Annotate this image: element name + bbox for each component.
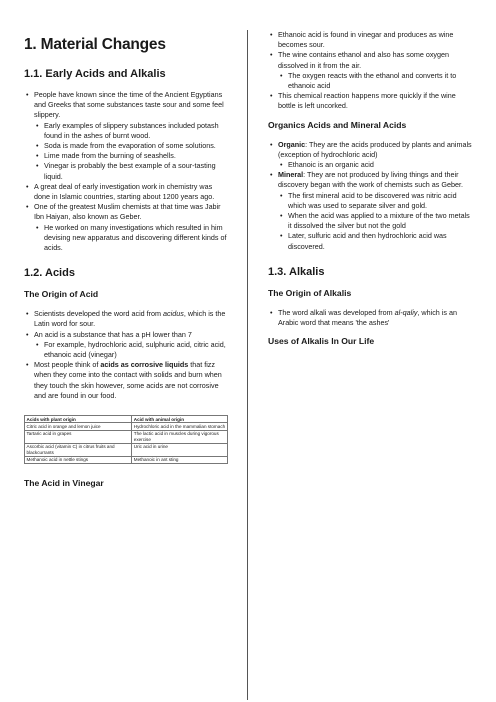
sub-list <box>34 121 230 182</box>
list-item: • The first mineral acid to be discovered was nitric acid which was used to separate silver and gold. <box>288 191 474 211</box>
sub-list <box>278 71 474 91</box>
table-row <box>25 423 228 430</box>
organics-list <box>268 140 474 252</box>
right-column <box>268 30 474 356</box>
heading-organic-mineral-acids: Organics Acids and Mineral Acids <box>268 119 407 130</box>
table-cell: Uric acid in urine <box>132 443 228 456</box>
subsection-alkalis: 1.3. Alkalis <box>268 265 325 278</box>
list-item: • Scientists developed the word acid from acidus, which is the Latin word for sour. <box>34 309 230 329</box>
list-item: • The oxygen reacts with the ethanol and converts it to ethanoic acid <box>288 71 474 91</box>
subsection-acids: 1.2. Acids <box>24 267 75 280</box>
table-header-row <box>25 416 228 423</box>
table-row <box>25 443 228 456</box>
heading-origin-of-acid: The Origin of Acid <box>24 289 99 300</box>
list-item: • Soda is made from the evaporation of some solutions. <box>44 141 230 151</box>
table-header: Acid with animal origin <box>132 416 228 423</box>
list-item: • Early examples of slippery substances included potash found in the ashes of burnt wood. <box>44 121 230 141</box>
list-item: • For example, hydrochloric acid, sulphuric acid, citric acid, ethanoic acid (vinegar) <box>44 340 230 360</box>
vinegar-list <box>268 30 474 112</box>
list-item: • Organic: They are the acids produced by plants and animals (exception of hydrochloric acid) • Ethanoic is an organic acid <box>278 140 474 171</box>
list-item: • Mineral: They are not produced by living things and their discovery began with the work of chemists such as Geber. • The first mineral acid to be discovered was nitric acid which was used to separate silver and gold. • When the acid was applied to a mixture of the two metals it dissolved the silver but not the gold • Later, sulfuric acid and then hydrochloric acid was discovered. <box>278 170 474 252</box>
list-item: • Lime made from the burning of seashells. <box>44 151 230 161</box>
list-item: • When the acid was applied to a mixture of the two metals it dissolved the silver but not the gold <box>288 211 474 231</box>
alkalis-list <box>268 308 474 328</box>
table-cell: Tartaric acid in grapes <box>25 430 132 443</box>
list-item: • He worked on many investigations which resulted in him devising new apparatus and discovering different kinds of acids. <box>44 223 230 254</box>
section-title: 1. Material Changes <box>24 36 166 53</box>
sub-list <box>278 160 474 170</box>
heading-acid-in-vinegar: The Acid in Vinegar <box>24 477 104 488</box>
table-cell: The lactic acid in muscles during vigorous exercise <box>132 430 228 443</box>
heading-uses-of-alkalis: Uses of Alkalis In Our Life <box>268 336 375 347</box>
left-column <box>24 36 230 498</box>
table-cell: Methanoic in ant sting <box>132 456 228 463</box>
list-item: • The wine contains ethanol and also has some oxygen dissolved in it from the air. • The oxygen reacts with the ethanol and converts it to ethanoic acid <box>278 50 474 91</box>
sub-list <box>34 223 230 254</box>
sub-list <box>34 340 230 360</box>
table-cell: Ascorbic acid (vitamin C) in citrus fruits and blackcurrants <box>25 443 132 456</box>
sub-list <box>278 191 474 252</box>
table-header: Acids with plant origin <box>25 416 132 423</box>
table-cell: Citric acid in orange and lemon juice <box>25 423 132 430</box>
latin-term: acidus <box>163 309 184 319</box>
arabic-term: al-qaliy <box>394 307 418 317</box>
subsection-early-acids: 1.1. Early Acids and Alkalis <box>24 68 166 80</box>
list-item: • Ethanoic is an organic acid <box>288 160 474 170</box>
table-row <box>25 456 228 463</box>
list-item: • Most people think of acids as corrosive liquids that fizz when they come into the contact with solids and burn when they touch the skin however, some acids are not corrosive and are found in our food. <box>34 360 230 401</box>
acids-list <box>24 309 230 401</box>
heading-origin-of-alkalis: The Origin of Alkalis <box>268 287 352 298</box>
list-item: • One of the greatest Muslim chemists at that time was Jabir Ibn Haiyan, also known as Geber. • He worked on many investigations which resulted in him devising new apparatus and discovering different kinds of acids. <box>34 202 230 253</box>
emphasis-text: acids as corrosive liquids <box>100 360 189 370</box>
list-item: • Ethanoic acid is found in vinegar and produces as wine becomes sour. <box>278 30 474 50</box>
list-item: • People have known since the time of the Ancient Egyptians and Greeks that some substances taste sour and some feel slippery. • Early examples of slippery substances included potash found in the ashes of burnt wood. • Soda is made from the evaporation of some solutions. • Lime made from the burning of seashells. • Vinegar is probably the best example of a sour-tasting liquid. <box>34 90 230 182</box>
column-divider <box>247 30 248 700</box>
list-item: • Later, sulfuric acid and then hydrochloric acid was discovered. <box>288 231 474 251</box>
list-item: • This chemical reaction happens more quickly if the wine bottle is left uncorked. <box>278 91 474 111</box>
list-item: • An acid is a substance that has a pH lower than 7 • For example, hydrochloric acid, sulphuric acid, citric acid, ethanoic acid (vinegar) <box>34 330 230 361</box>
early-acids-list <box>24 90 230 253</box>
table-row <box>25 430 228 443</box>
table-cell: Methanoic acid in nettle stings <box>25 456 132 463</box>
list-item: • The word alkali was developed from al-qaliy, which is an Arabic word that means 'the ashes' <box>278 308 474 328</box>
table-cell: Hydrochloric acid in the mammalian stomach <box>132 423 228 430</box>
list-item: • Vinegar is probably the best example of a sour-tasting liquid. <box>44 161 230 181</box>
term-organic: Organic <box>278 139 306 149</box>
acid-origin-table <box>24 415 228 464</box>
term-mineral: Mineral <box>278 170 304 180</box>
list-item: • A great deal of early investigation work in chemistry was done in Islamic countries, starting about 1200 years ago. <box>34 182 230 202</box>
